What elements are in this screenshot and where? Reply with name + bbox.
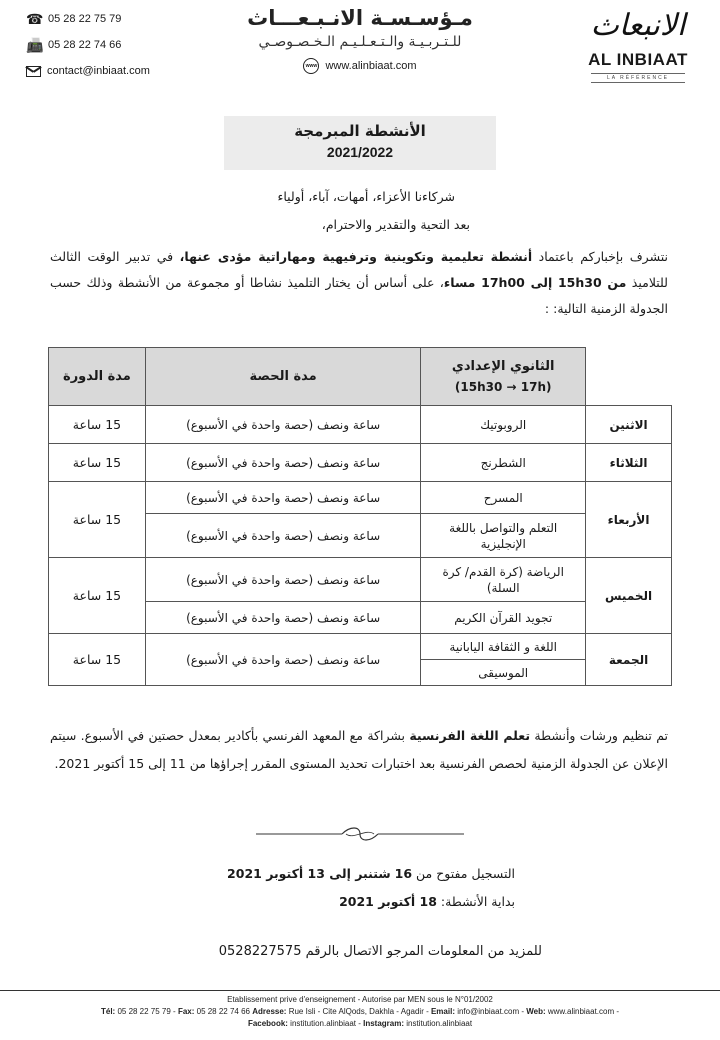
contact-block xyxy=(26,6,196,84)
footer-contact-line: Tél: 05 28 22 75 79 - Fax: 05 28 22 74 66 Adresse: Rue Isli - Cite AlQods, Dakhla - Agadir - Email: info@inbiaat.com - Web: www.alinbiaat.com - xyxy=(100,1007,620,1016)
table-row xyxy=(49,482,672,514)
intro-text-start: نتشرف بإخباركم باعتماد xyxy=(532,249,668,264)
session-cell: ساعة ونصف (حصة واحدة في الأسبوع) xyxy=(145,444,420,482)
header-total: مدة الدورة xyxy=(49,348,146,406)
email-row xyxy=(26,58,196,84)
footer-social-line: Facebook: institution.alinbiaat - Instagram: institution.alinbiaat xyxy=(247,1019,473,1028)
globe-icon: www xyxy=(303,58,319,74)
activity-cell: الرياضة (كرة القدم/ كرة السلة) xyxy=(421,558,586,602)
table-row xyxy=(49,558,672,602)
salutation: بعد التحية والتقدير والاحترام، xyxy=(321,217,470,232)
logo xyxy=(573,4,703,83)
corner-cell xyxy=(586,348,672,406)
session-cell: ساعة ونصف (حصة واحدة في الأسبوع) xyxy=(145,406,420,444)
intro-bold-activities: أنشطة تعليمية وتكوينية وترفيهية ومهاراتية مؤدى عنها، xyxy=(179,249,533,264)
logo-name: AL INBIAAT xyxy=(588,50,688,69)
header-level: الثانوي الإعدادي (15h30 → 17h) xyxy=(421,348,586,406)
website-row xyxy=(215,58,505,74)
table-row xyxy=(49,444,672,482)
phone-icon: ☎ xyxy=(26,11,44,27)
activity-cell: اللغة و الثقافة اليابانية xyxy=(421,634,586,660)
fax-row xyxy=(26,32,196,58)
french-paragraph xyxy=(50,722,668,778)
phone-number[interactable]: 05 28 22 75 79 xyxy=(48,13,122,25)
institution-subtitle: للـتـربـيـة والـتـعـلـيـم الـخـصـوصـي xyxy=(258,34,462,50)
institution-header xyxy=(215,6,505,74)
day-cell: الجمعة xyxy=(586,634,672,686)
session-cell: ساعة ونصف (حصة واحدة في الأسبوع) xyxy=(145,634,420,686)
footer xyxy=(0,994,720,1030)
registration-range: شتنبر إلى 13 أكتوبر 2021 xyxy=(227,866,391,881)
footer-email[interactable]: info@inbiaat.com - xyxy=(454,1007,527,1016)
table-header-row xyxy=(49,348,672,406)
school-year: 2021/2022 xyxy=(326,144,394,160)
greeting: شركاءنا الأعزاء، أمهات، آباء، أولياء xyxy=(277,189,455,204)
total-cell: 15 ساعة xyxy=(49,634,146,686)
activity-cell: الروبوتيك xyxy=(421,406,586,444)
day-cell: الاثنين xyxy=(586,406,672,444)
mail-icon xyxy=(26,66,41,77)
website-link[interactable]: www.alinbiaat.com xyxy=(325,60,417,72)
activity-cell: الشطرنج xyxy=(421,444,586,482)
session-cell: ساعة ونصف (حصة واحدة في الأسبوع) xyxy=(145,514,420,558)
table-row xyxy=(49,634,672,660)
intro-paragraph xyxy=(50,244,668,322)
session-cell: ساعة ونصف (حصة واحدة في الأسبوع) xyxy=(145,482,420,514)
session-cell: ساعة ونصف (حصة واحدة في الأسبوع) xyxy=(145,602,420,634)
activity-cell: المسرح xyxy=(421,482,586,514)
footer-facebook[interactable]: institution.alinbiaat - xyxy=(287,1019,364,1028)
total-cell: 15 ساعة xyxy=(49,406,146,444)
registration-open: التسجيل مفتوح من 16 شتنبر إلى 13 أكتوبر 2021 xyxy=(227,866,515,881)
activities-start-date: 18 أكتوبر 2021 xyxy=(339,894,437,909)
activity-cell: تجويد القرآن الكريم xyxy=(421,602,586,634)
header-time: (15h30 → 17h) xyxy=(454,379,552,394)
registration-block xyxy=(160,860,515,916)
day-cell: الخميس xyxy=(586,558,672,634)
phone-row xyxy=(26,6,196,32)
logo-calligraphy: الانبعاث xyxy=(590,8,686,43)
page-title: الأنشطة المبرمجة xyxy=(294,122,426,140)
total-cell: 15 ساعة xyxy=(49,482,146,558)
intro-bold-time: من 15h30 إلى 17h00 مساء xyxy=(443,275,627,290)
header-session: مدة الحصة xyxy=(145,348,420,406)
footer-license: Etablissement prive d'enseignement - Autorise par MEN sous le N°01/2002 xyxy=(227,995,493,1004)
french-text-end: بشراكة مع المعهد الفرنسي بأكادير بمعدل حصتين في الأسبوع. سيتم الإعلان عن الجدولة الزمنية لحصص الفرنسية بعد اختبارات تحديد المستوى المقرر إجراؤها من 11 إلى 15 أكتوبر 2021. xyxy=(50,728,668,771)
day-cell: الثلاثاء xyxy=(586,444,672,482)
activities-start: بداية الأنشطة: 18 أكتوبر 2021 xyxy=(339,894,515,909)
table-row xyxy=(49,406,672,444)
registration-start-day: 16 xyxy=(394,866,413,881)
day-cell: الأربعاء xyxy=(586,482,672,558)
french-text-start: تم تنظيم ورشات وأنشطة xyxy=(530,728,669,743)
logo-tagline: LA RÉFÉRENCE xyxy=(591,73,685,83)
more-info: للمزيد من المعلومات المرجو الاتصال بالرقم 0528227575 xyxy=(218,944,542,959)
ornament-divider xyxy=(256,822,464,846)
footer-divider xyxy=(0,990,720,991)
fax-icon: 📠 xyxy=(26,37,44,53)
session-cell: ساعة ونصف (حصة واحدة في الأسبوع) xyxy=(145,558,420,602)
activity-cell: الموسيقى xyxy=(421,660,586,686)
institution-name: مـؤسـسـة الانـبـعـــاث xyxy=(247,6,473,30)
footer-website[interactable]: www.alinbiaat.com - xyxy=(545,1007,620,1016)
total-cell: 15 ساعة xyxy=(49,558,146,634)
activity-cell: التعلم والتواصل باللغة الإنجليزية xyxy=(421,514,586,558)
intro-text-mid: في تدبير الوقت الثالث للتلاميذ xyxy=(50,249,668,290)
schedule-table xyxy=(48,347,672,686)
french-bold: تعلم اللغة الفرنسية xyxy=(409,728,531,743)
footer-instagram[interactable]: institution.alinbiaat xyxy=(404,1019,473,1028)
title-box xyxy=(224,116,496,170)
intro-text-end: ، على أساس أن يختار التلميذ نشاطا أو مجموعة من الأنشطة وذلك حسب الجدولة الزمنية التالية: : xyxy=(50,275,668,316)
fax-number[interactable]: 05 28 22 74 66 xyxy=(48,39,122,51)
email-address[interactable]: contact@inbiaat.com xyxy=(47,65,150,77)
total-cell: 15 ساعة xyxy=(49,444,146,482)
